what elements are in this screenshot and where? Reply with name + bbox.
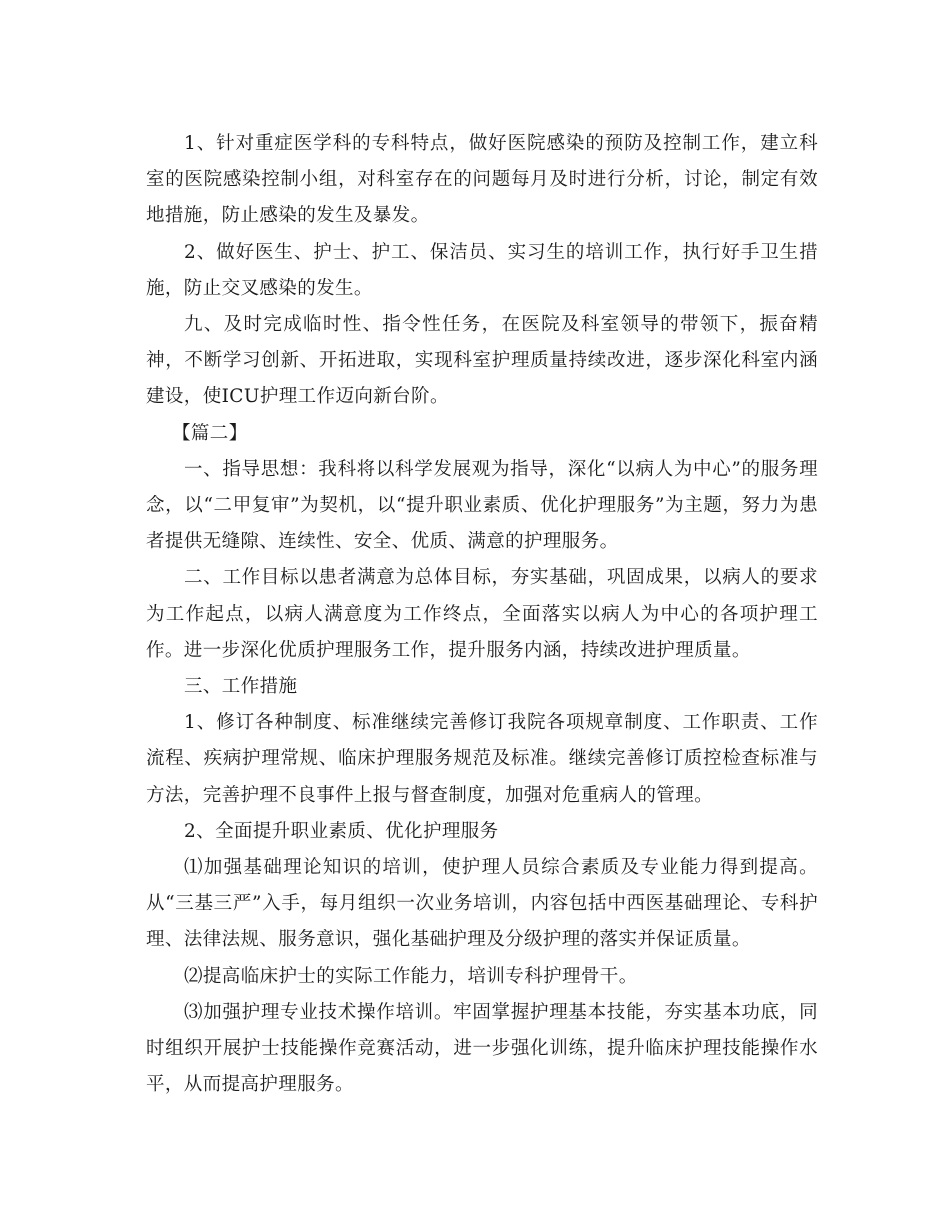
paragraph-guiding-thought: 一、指导思想：我科将以科学发展观为指导，深化“以病人为中心”的服务理念，以“二甲复审”为契机，以“提升职业素质、优化护理服务”为主题，努力为患者提供无缝隙、连续性、安全、优质、满意的护理服务。 — [146, 458, 818, 553]
paragraph-basic-theory-training: ⑴加强基础理论知识的培训，使护理人员综合素质及专业能力得到提高。从“三基三严”入手，每月组织一次业务培训，内容包括中西医基础理论、专科护理、法律法规、服务意识，强化基础护理及分级护理的落实并保证质量。 — [146, 857, 818, 951]
paragraph-training: 2、做好医生、护士、护工、保洁员、实习生的培训工作，执行好手卫生措施，防止交叉感染的发生。 — [146, 241, 818, 299]
paragraph-infection-control: 1、针对重症医学科的专科特点，做好医院感染的预防及控制工作，建立科室的医院感染控制小组，对科室存在的问题每月及时进行分析，讨论，制定有效地措施，防止感染的发生及暴发。 — [146, 133, 818, 227]
document-body — [146, 126, 818, 1103]
paragraph-work-goal: 二、工作目标以患者满意为总体目标，夯实基础，巩固成果，以病人的要求为工作起点，以病人满意度为工作终点，全面落实以病人为中心的各项护理工作。进一步深化优质护理服务工作，提升服务内涵，持续改进护理质量。 — [146, 567, 818, 661]
paragraph-clinical-ability: ⑵提高临床护士的实际工作能力，培训专科护理骨干。 — [184, 965, 638, 987]
paragraph-revise-rules: 1、修订各种制度、标准继续完善修订我院各项规章制度、工作职责、工作流程、疾病护理常规、临床护理服务规范及标准。继续完善修订质控检查标准与方法，完善护理不良事件上报与督查制度，加强对危重病人的管理。 — [146, 712, 818, 806]
section-heading-part-two: 【篇二】 — [172, 422, 248, 444]
paragraph-work-measures-heading: 三、工作措施 — [184, 676, 298, 698]
paragraph-section-nine: 九、及时完成临时性、指令性任务，在医院及科室领导的带领下，振奋精神，不断学习创新、开拓进取，实现科室护理质量持续改进，逐步深化科室内涵建设，使ICU护理工作迈向新台阶。 — [146, 314, 818, 408]
paragraph-improve-quality-heading: 2、全面提升职业素质、优化护理服务 — [184, 820, 499, 842]
paragraph-skill-training: ⑶加强护理专业技术操作培训。牢固掌握护理基本技能，夯实基本功底，同时组织开展护士技能操作竞赛活动，进一步强化训练，提升临床护理技能操作水平，从而提高护理服务。 — [146, 1001, 818, 1096]
